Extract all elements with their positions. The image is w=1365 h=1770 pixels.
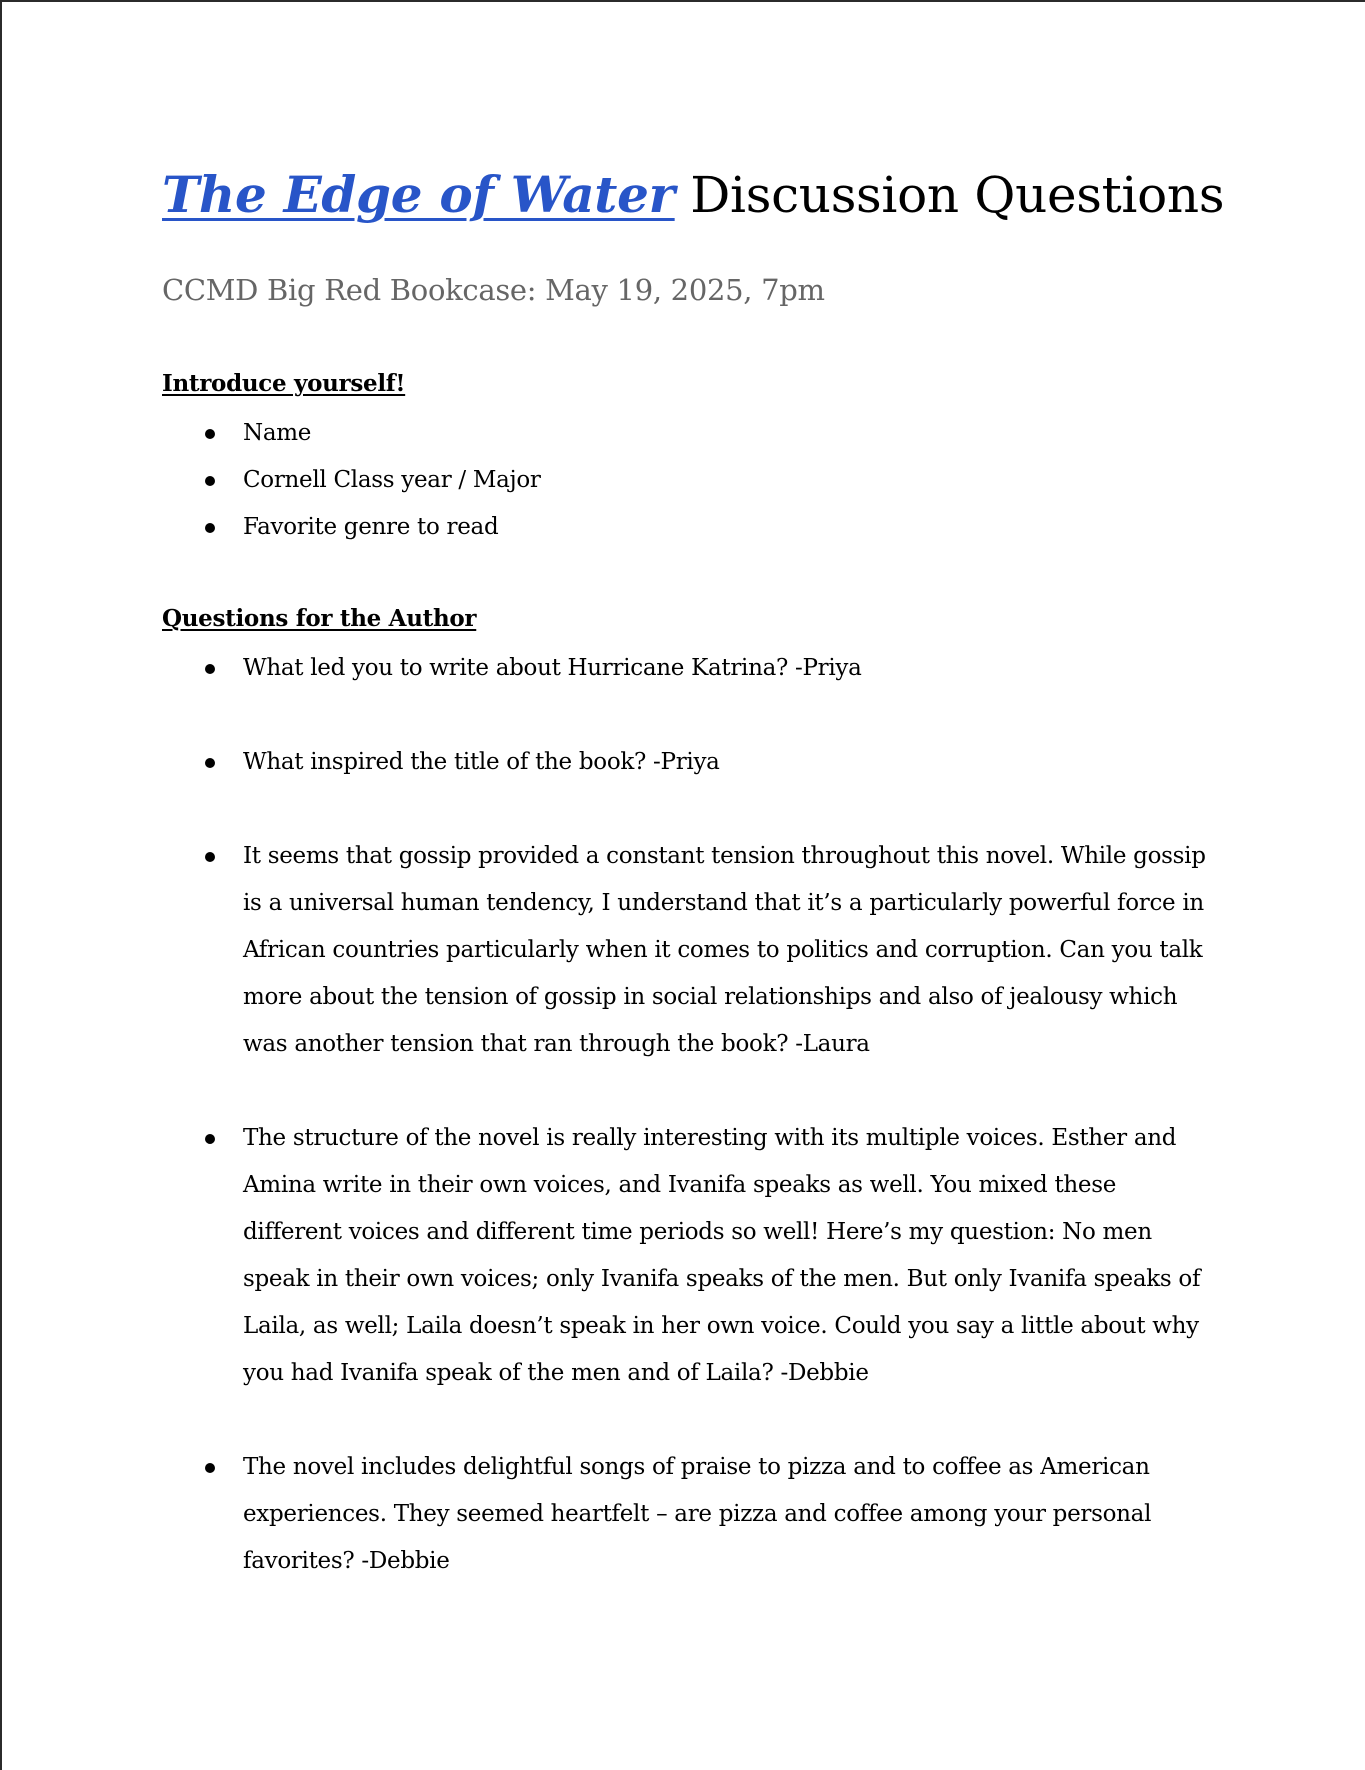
questions-heading: Questions for the Author — [162, 605, 477, 632]
question-item — [162, 645, 1212, 692]
question-item — [162, 739, 1212, 786]
title-suffix: Discussion Questions — [674, 166, 1225, 224]
question-text: What led you to write about Hurricane Katrina? -Priya — [243, 655, 862, 681]
question-item — [162, 1444, 1212, 1585]
bullet-icon — [205, 852, 215, 862]
questions-list — [162, 645, 1212, 1585]
bullet-icon — [205, 476, 215, 486]
bullet-icon — [205, 523, 215, 533]
introduce-list — [162, 410, 1212, 551]
question-text: It seems that gossip provided a constant tension throughout this novel. While gossip is a universal human tendency, I understand that it’s a particularly powerful force in African countries particularly when it comes to politics and corruption. Can you talk more about the tension of gossip in social relationships and also of jealousy which was another tension that ran through the book? -Laura — [243, 843, 1206, 1057]
event-subtitle: CCMD Big Red Bookcase: May 19, 2025, 7pm — [162, 273, 825, 307]
list-item — [162, 504, 1212, 551]
introduce-heading: Introduce yourself! — [162, 370, 406, 397]
bullet-icon — [205, 758, 215, 768]
question-text: The structure of the novel is really interesting with its multiple voices. Esther and Amina write in their own voices, and Ivanifa speaks as well. You mixed these different voices and different time periods so well! Here’s my question: No men speak in their own voices; only Ivanifa speaks of the men. But only Ivanifa speaks of Laila, as well; Laila doesn’t speak in her own voice. Could you say a little about why you had Ivanifa speak of the men and of Laila? -Debbie — [243, 1125, 1201, 1386]
list-item — [162, 457, 1212, 504]
document-title — [162, 167, 1224, 223]
list-item-text: Favorite genre to read — [243, 514, 499, 540]
bullet-icon — [205, 1134, 215, 1144]
bullet-icon — [205, 1463, 215, 1473]
list-item — [162, 410, 1212, 457]
list-item-text: Cornell Class year / Major — [243, 467, 541, 493]
question-text: The novel includes delightful songs of praise to pizza and to coffee as American experiences. They seemed heartfelt – are pizza and coffee among your personal favorites? -Debbie — [243, 1454, 1152, 1574]
bullet-icon — [205, 664, 215, 674]
question-item — [162, 833, 1212, 1068]
book-title-link[interactable]: The Edge of Water — [162, 165, 675, 224]
bullet-icon — [205, 429, 215, 439]
list-item-text: Name — [243, 420, 312, 446]
question-item — [162, 1115, 1212, 1397]
question-text: What inspired the title of the book? -Priya — [243, 749, 720, 775]
